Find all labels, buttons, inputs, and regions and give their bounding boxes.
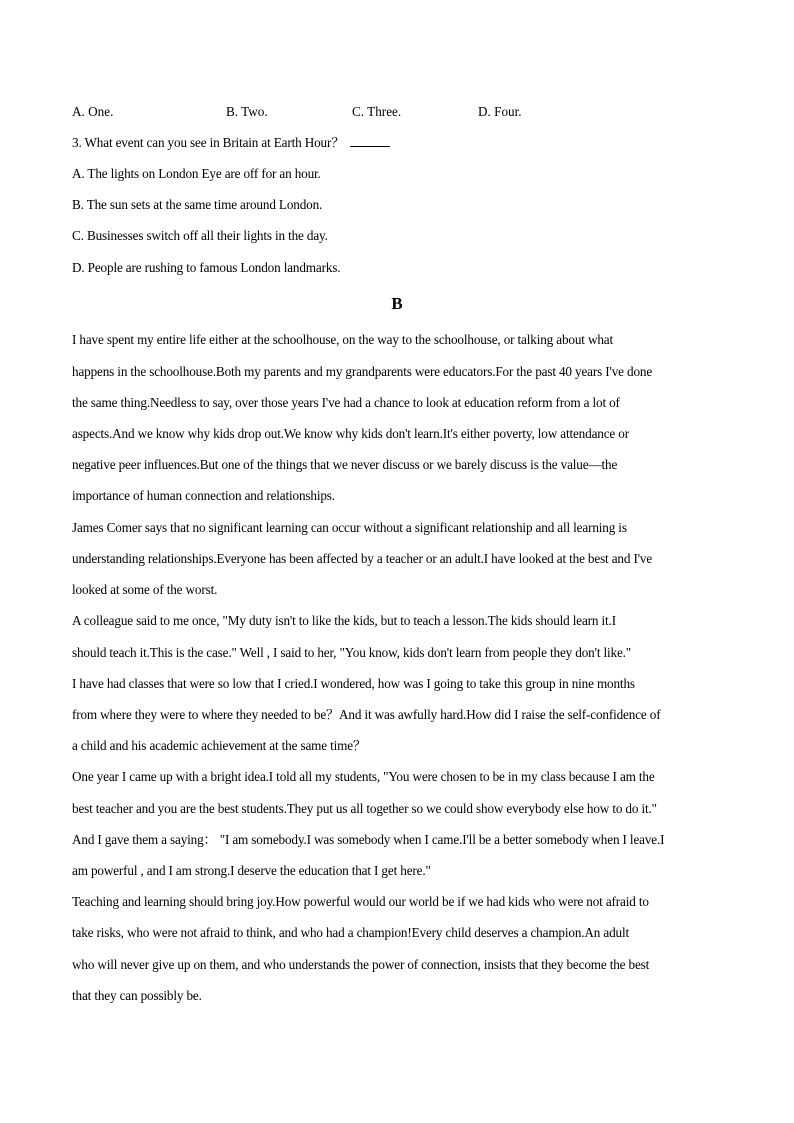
passage-line: A colleague said to me once, "My duty isn't to like the kids, but to teach a lesson.The kids should learn it.I — [72, 613, 616, 628]
passage-line: should teach it.This is the case." Well , I said to her, "You know, kids don't learn from people they don't like." — [72, 645, 632, 660]
section-heading: B — [391, 294, 403, 313]
passage-line: And I gave them a saying： "I am somebody.I was somebody when I came.I'll be a better somebody when I leave.I — [72, 832, 665, 847]
passage-line: understanding relationships.Everyone has been affected by a teacher or an adult.I have looked at the best and I've — [72, 551, 653, 566]
passage-line: a child and his academic achievement at the same time？ — [72, 738, 366, 753]
passage-line: the same thing.Needless to say, over those years I've had a chance to look at education reform from a lot of — [72, 395, 620, 410]
passage-line: take risks, who were not afraid to think, and who had a champion!Every child deserves a champion.An adult — [72, 925, 630, 940]
passage-line: importance of human connection and relationships. — [72, 488, 335, 503]
q2-option-c: C. Three. — [352, 104, 402, 119]
q2-option-a: A. One. — [72, 104, 114, 119]
q3-option-a: A. The lights on London Eye are off for an hour. — [72, 166, 321, 181]
q2-option-b: B. Two. — [226, 104, 268, 119]
passage-line: Teaching and learning should bring joy.How powerful would our world be if we had kids who were not afraid to — [72, 894, 649, 909]
passage-line: negative peer influences.But one of the things that we never discuss or we barely discuss is the value—the — [72, 457, 618, 472]
q3-stem — [72, 135, 390, 151]
passage-line: I have had classes that were so low that I cried.I wondered, how was I going to take this group in nine months — [72, 676, 635, 691]
q3-option-c: C. Businesses switch off all their lights in the day. — [72, 228, 328, 243]
passage-line: am powerful , and I am strong.I deserve the education that I get here." — [72, 863, 431, 878]
passage-line: who will never give up on them, and who understands the power of connection, insists that they become the best — [72, 957, 650, 972]
passage-line: that they can possibly be. — [72, 988, 202, 1003]
passage-line: I have spent my entire life either at the schoolhouse, on the way to the schoolhouse, or talking about what — [72, 332, 613, 347]
answer-blank — [350, 136, 390, 147]
passage-line: from where they were to where they needed to be？And it was awfully hard.How did I raise the self-confidence of — [72, 707, 661, 722]
q3-option-b: B. The sun sets at the same time around London. — [72, 197, 323, 212]
passage-line: James Comer says that no significant learning can occur without a significant relationship and all learning is — [72, 520, 627, 535]
passage-line: aspects.And we know why kids drop out.We know why kids don't learn.It's either poverty, low attendance or — [72, 426, 629, 441]
passage-line: happens in the schoolhouse.Both my parents and my grandparents were educators.For the past 40 years I've done — [72, 364, 653, 379]
passage-line: One year I came up with a bright idea.I told all my students, "You were chosen to be in my class because I am the — [72, 769, 655, 784]
q3-option-d: D. People are rushing to famous London landmarks. — [72, 260, 341, 275]
q3-stem-text: 3. What event can you see in Britain at Earth Hour？ — [72, 135, 345, 150]
passage-line: looked at some of the worst. — [72, 582, 218, 597]
q2-option-d: D. Four. — [478, 104, 522, 119]
passage-line: best teacher and you are the best students.They put us all together so we could show everybody else how to do it." — [72, 801, 657, 816]
